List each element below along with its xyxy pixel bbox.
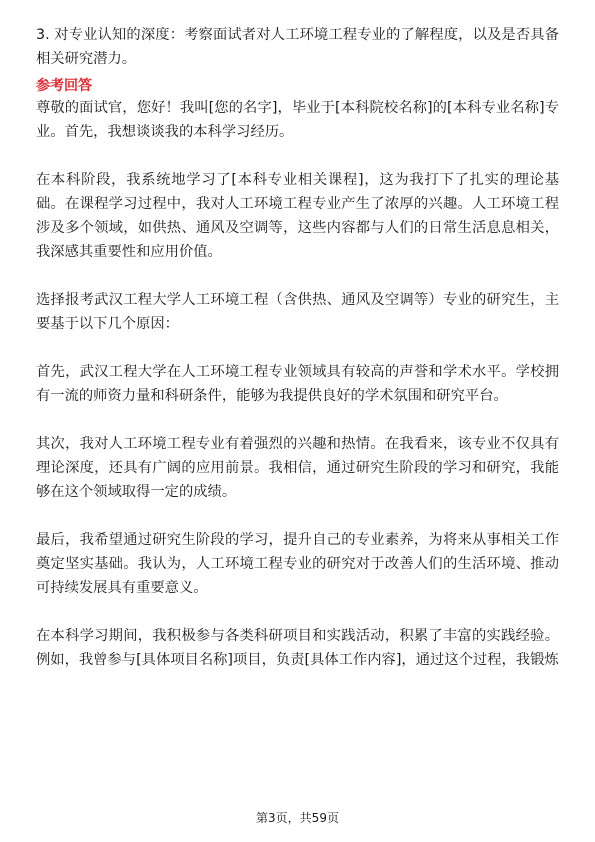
paragraph-spacer xyxy=(36,336,559,360)
paragraph-spacer xyxy=(36,264,559,288)
page-content xyxy=(36,23,559,672)
answer-paragraph-first: 首先，武汉工程大学在人工环境工程专业领域具有较高的声誉和学术水平。学校拥有一流的师资力量和科研条件，能够为我提供良好的学术氛围和研究平台。 xyxy=(36,364,559,404)
paragraph-spacer xyxy=(36,600,559,624)
answer-paragraph-practice: 在本科学习期间，我积极参与各类科研项目和实践活动，积累了丰富的实践经验。例如，我曾参与[具体项目名称]项目，负责[具体工作内容]，通过这个过程，我锻炼 xyxy=(36,628,559,668)
answer-paragraph-second: 其次，我对人工环境工程专业有着强烈的兴趣和热情。在我看来，该专业不仅具有理论深度，还具有广阔的应用前景。我相信，通过研究生阶段的学习和研究，我能够在这个领域取得一定的成绩。 xyxy=(36,436,559,500)
answer-paragraph-reasons-intro: 选择报考武汉工程大学人工环境工程（含供热、通风及空调等）专业的研究生，主要基于以下几个原因： xyxy=(36,292,559,332)
paragraph-spacer xyxy=(36,504,559,528)
page-number-footer: 第3页，共59页 xyxy=(256,811,339,825)
answer-paragraph-intro: 尊敬的面试官，您好！我叫[您的名字]，毕业于[本科院校名称]的[本科专业名称]专业。首先，我想谈谈我的本科学习经历。 xyxy=(36,100,559,140)
paragraph-spacer xyxy=(36,144,559,168)
paragraph-spacer xyxy=(36,408,559,432)
answer-label: 参考回答 xyxy=(36,78,92,94)
question-text: 3. 对专业认知的深度：考察面试者对人工环境工程专业的了解程度，以及是否具备相关研究潜力。 xyxy=(36,27,559,67)
answer-paragraph-undergrad: 在本科阶段，我系统地学习了[本科专业相关课程]，这为我打下了扎实的理论基础。在课程学习过程中，我对人工环境工程专业产生了浓厚的兴趣。人工环境工程涉及多个领域，如供热、通风及空调等，这些内容都与人们的日常生活息息相关，我深感其重要性和应用价值。 xyxy=(36,172,559,260)
answer-paragraph-last: 最后，我希望通过研究生阶段的学习，提升自己的专业素养，为将来从事相关工作奠定坚实基础。我认为，人工环境工程专业的研究对于改善人们的生活环境、推动可持续发展具有重要意义。 xyxy=(36,532,559,596)
